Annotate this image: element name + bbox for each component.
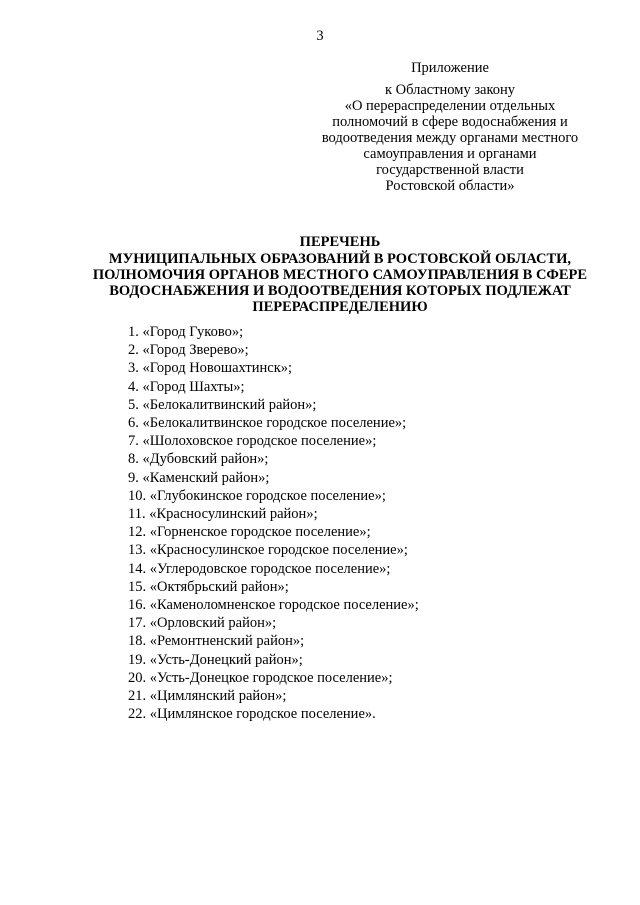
list-item: 3. «Город Новошахтинск»;: [128, 360, 293, 377]
list-item: 1. «Город Гуково»;: [128, 324, 244, 340]
list-item: 2. «Город Зверево»;: [128, 342, 249, 359]
list-item: 17. «Орловский район»;: [128, 615, 277, 632]
list-item: 4. «Город Шахты»;: [128, 378, 245, 395]
list-item: 19. «Усть-Донецкий район»;: [128, 651, 303, 668]
list-item: 21. «Цимлянский район»;: [128, 688, 287, 705]
subtitle-line: МУНИЦИПАЛЬНЫХ ОБРАЗОВАНИЙ В РОСТОВСКОЙ ОБЛАСТИ,: [108, 251, 572, 267]
document-title: ПЕРЕЧЕНЬ: [299, 234, 381, 250]
list-item: 9. «Каменский район»;: [128, 469, 270, 486]
municipality-list: [128, 323, 419, 723]
list-item: 6. «Белокалитвинское городское поселение»;: [128, 415, 407, 432]
list-item: 7. «Шолоховское городское поселение»;: [128, 433, 377, 450]
appendix-line: государственной власти: [376, 162, 524, 178]
appendix-block: [300, 60, 600, 194]
list-item: 12. «Горненское городское поселение»;: [128, 524, 371, 541]
list-item: 16. «Каменоломненское городское поселение»;: [128, 597, 419, 614]
subtitle-line: ПОЛНОМОЧИЯ ОРГАНОВ МЕСТНОГО САМОУПРАВЛЕНИЯ В СФЕРЕ: [92, 267, 588, 283]
appendix-line: «О перераспределении отдельных: [344, 98, 556, 114]
list-item: 20. «Усть-Донецкое городское поселение»;: [128, 669, 393, 686]
list-item: 18. «Ремонтненский район»;: [128, 633, 305, 650]
list-item: 14. «Углеродовское городское поселение»;: [128, 560, 391, 577]
appendix-line: водоотведения между органами местного: [321, 130, 579, 146]
appendix-line: к Областному закону: [384, 82, 516, 98]
list-item: 8. «Дубовский район»;: [128, 451, 269, 468]
list-item: 13. «Красносулинское городское поселение»;: [128, 542, 408, 559]
subtitle-line: ПЕРЕРАСПРЕДЕЛЕНИЮ: [252, 299, 428, 315]
appendix-line: самоуправления и органами: [363, 146, 537, 162]
list-item: 11. «Красносулинский район»;: [128, 506, 318, 523]
list-item: 15. «Октябрьский район»;: [128, 578, 289, 595]
list-item: 22. «Цимлянское городское поселение».: [128, 706, 376, 723]
list-item: 10. «Глубокинское городское поселение»;: [128, 487, 386, 504]
subtitle-line: ВОДОСНАБЖЕНИЯ И ВОДООТВЕДЕНИЯ КОТОРЫХ ПОДЛЕЖАТ: [109, 283, 571, 299]
page-number: 3: [316, 28, 324, 44]
appendix-line: Ростовской области»: [385, 178, 515, 194]
document-subtitle: [70, 251, 610, 315]
appendix-title: Приложение: [411, 60, 489, 76]
appendix-line: полномочий в сфере водоснабжения и: [332, 114, 568, 130]
list-item: 5. «Белокалитвинский район»;: [128, 396, 317, 413]
